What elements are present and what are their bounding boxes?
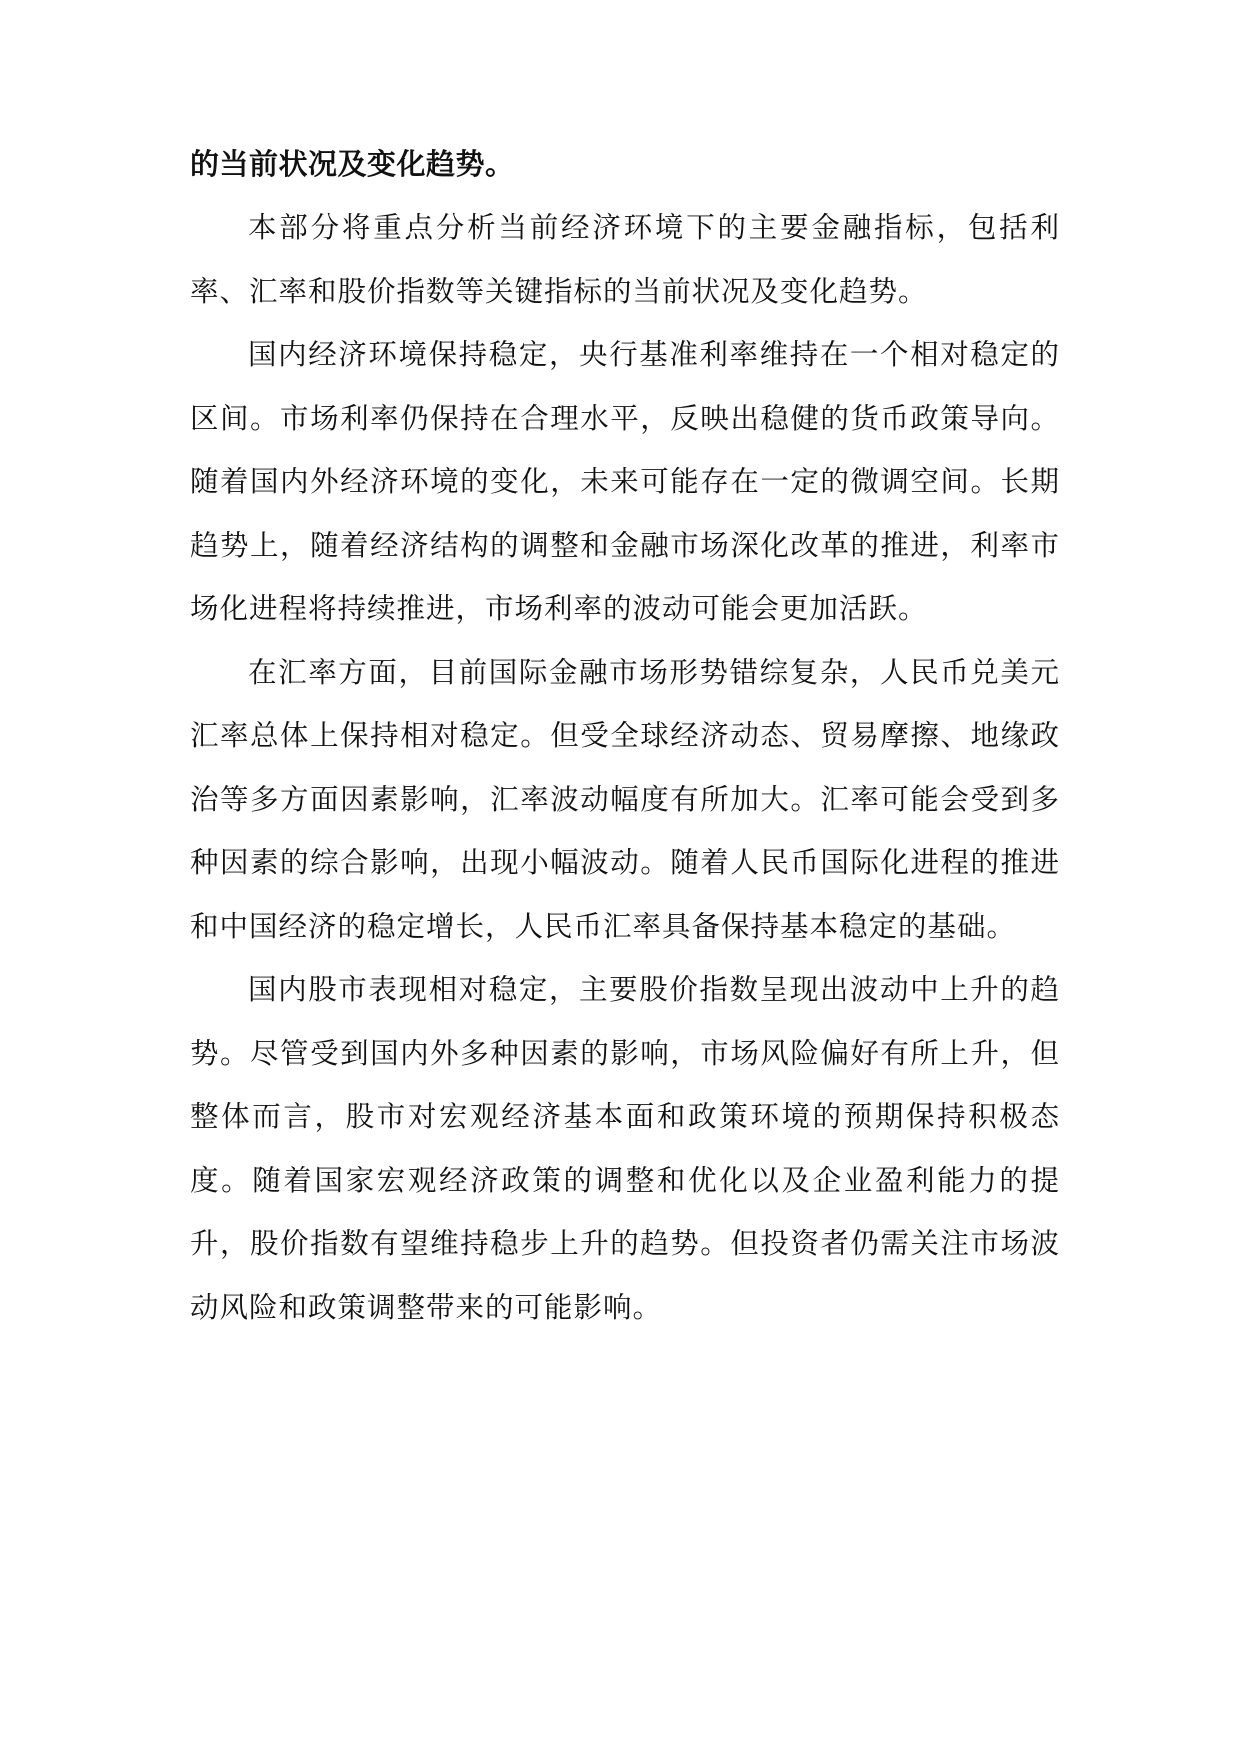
paragraph-exchange-rate: 在汇率方面，目前国际金融市场形势错综复杂，人民币兑美元汇率总体上保持相对稳定。但受全球经济动态、贸易摩擦、地缘政治等多方面因素影响，汇率波动幅度有所加大。汇率可能会受到多种因素的综合影响，出现小幅波动。随着人民币国际化进程的推进和中国经济的稳定增长，人民币汇率具备保持基本稳定的基础。 bbox=[190, 655, 1060, 943]
document-body bbox=[190, 134, 1060, 1339]
section-heading: 的当前状况及变化趋势。 bbox=[190, 147, 515, 181]
paragraph-interest-rate: 国内经济环境保持稳定，央行基准利率维持在一个相对稳定的区间。市场利率仍保持在合理水平，反映出稳健的货币政策导向。随着国内外经济环境的变化，未来可能存在一定的微调空间。长期趋势上，随着经济结构的调整和金融市场深化改革的推进，利率市场化进程将持续推进，市场利率的波动可能会更加活跃。 bbox=[190, 338, 1060, 625]
paragraph-intro: 本部分将重点分析当前经济环境下的主要金融指标，包括利率、汇率和股价指数等关键指标的当前状况及变化趋势。 bbox=[190, 211, 1060, 308]
paragraph-stock-index: 国内股市表现相对稳定，主要股价指数呈现出波动中上升的趋势。尽管受到国内外多种因素的影响，市场风险偏好有所上升，但整体而言，股市对宏观经济基本面和政策环境的预期保持积极态度。随着国家宏观经济政策的调整和优化以及企业盈利能力的提升，股价指数有望维持稳步上升的趋势。但投资者仍需关注市场波动风险和政策调整带来的可能影响。 bbox=[190, 973, 1060, 1324]
